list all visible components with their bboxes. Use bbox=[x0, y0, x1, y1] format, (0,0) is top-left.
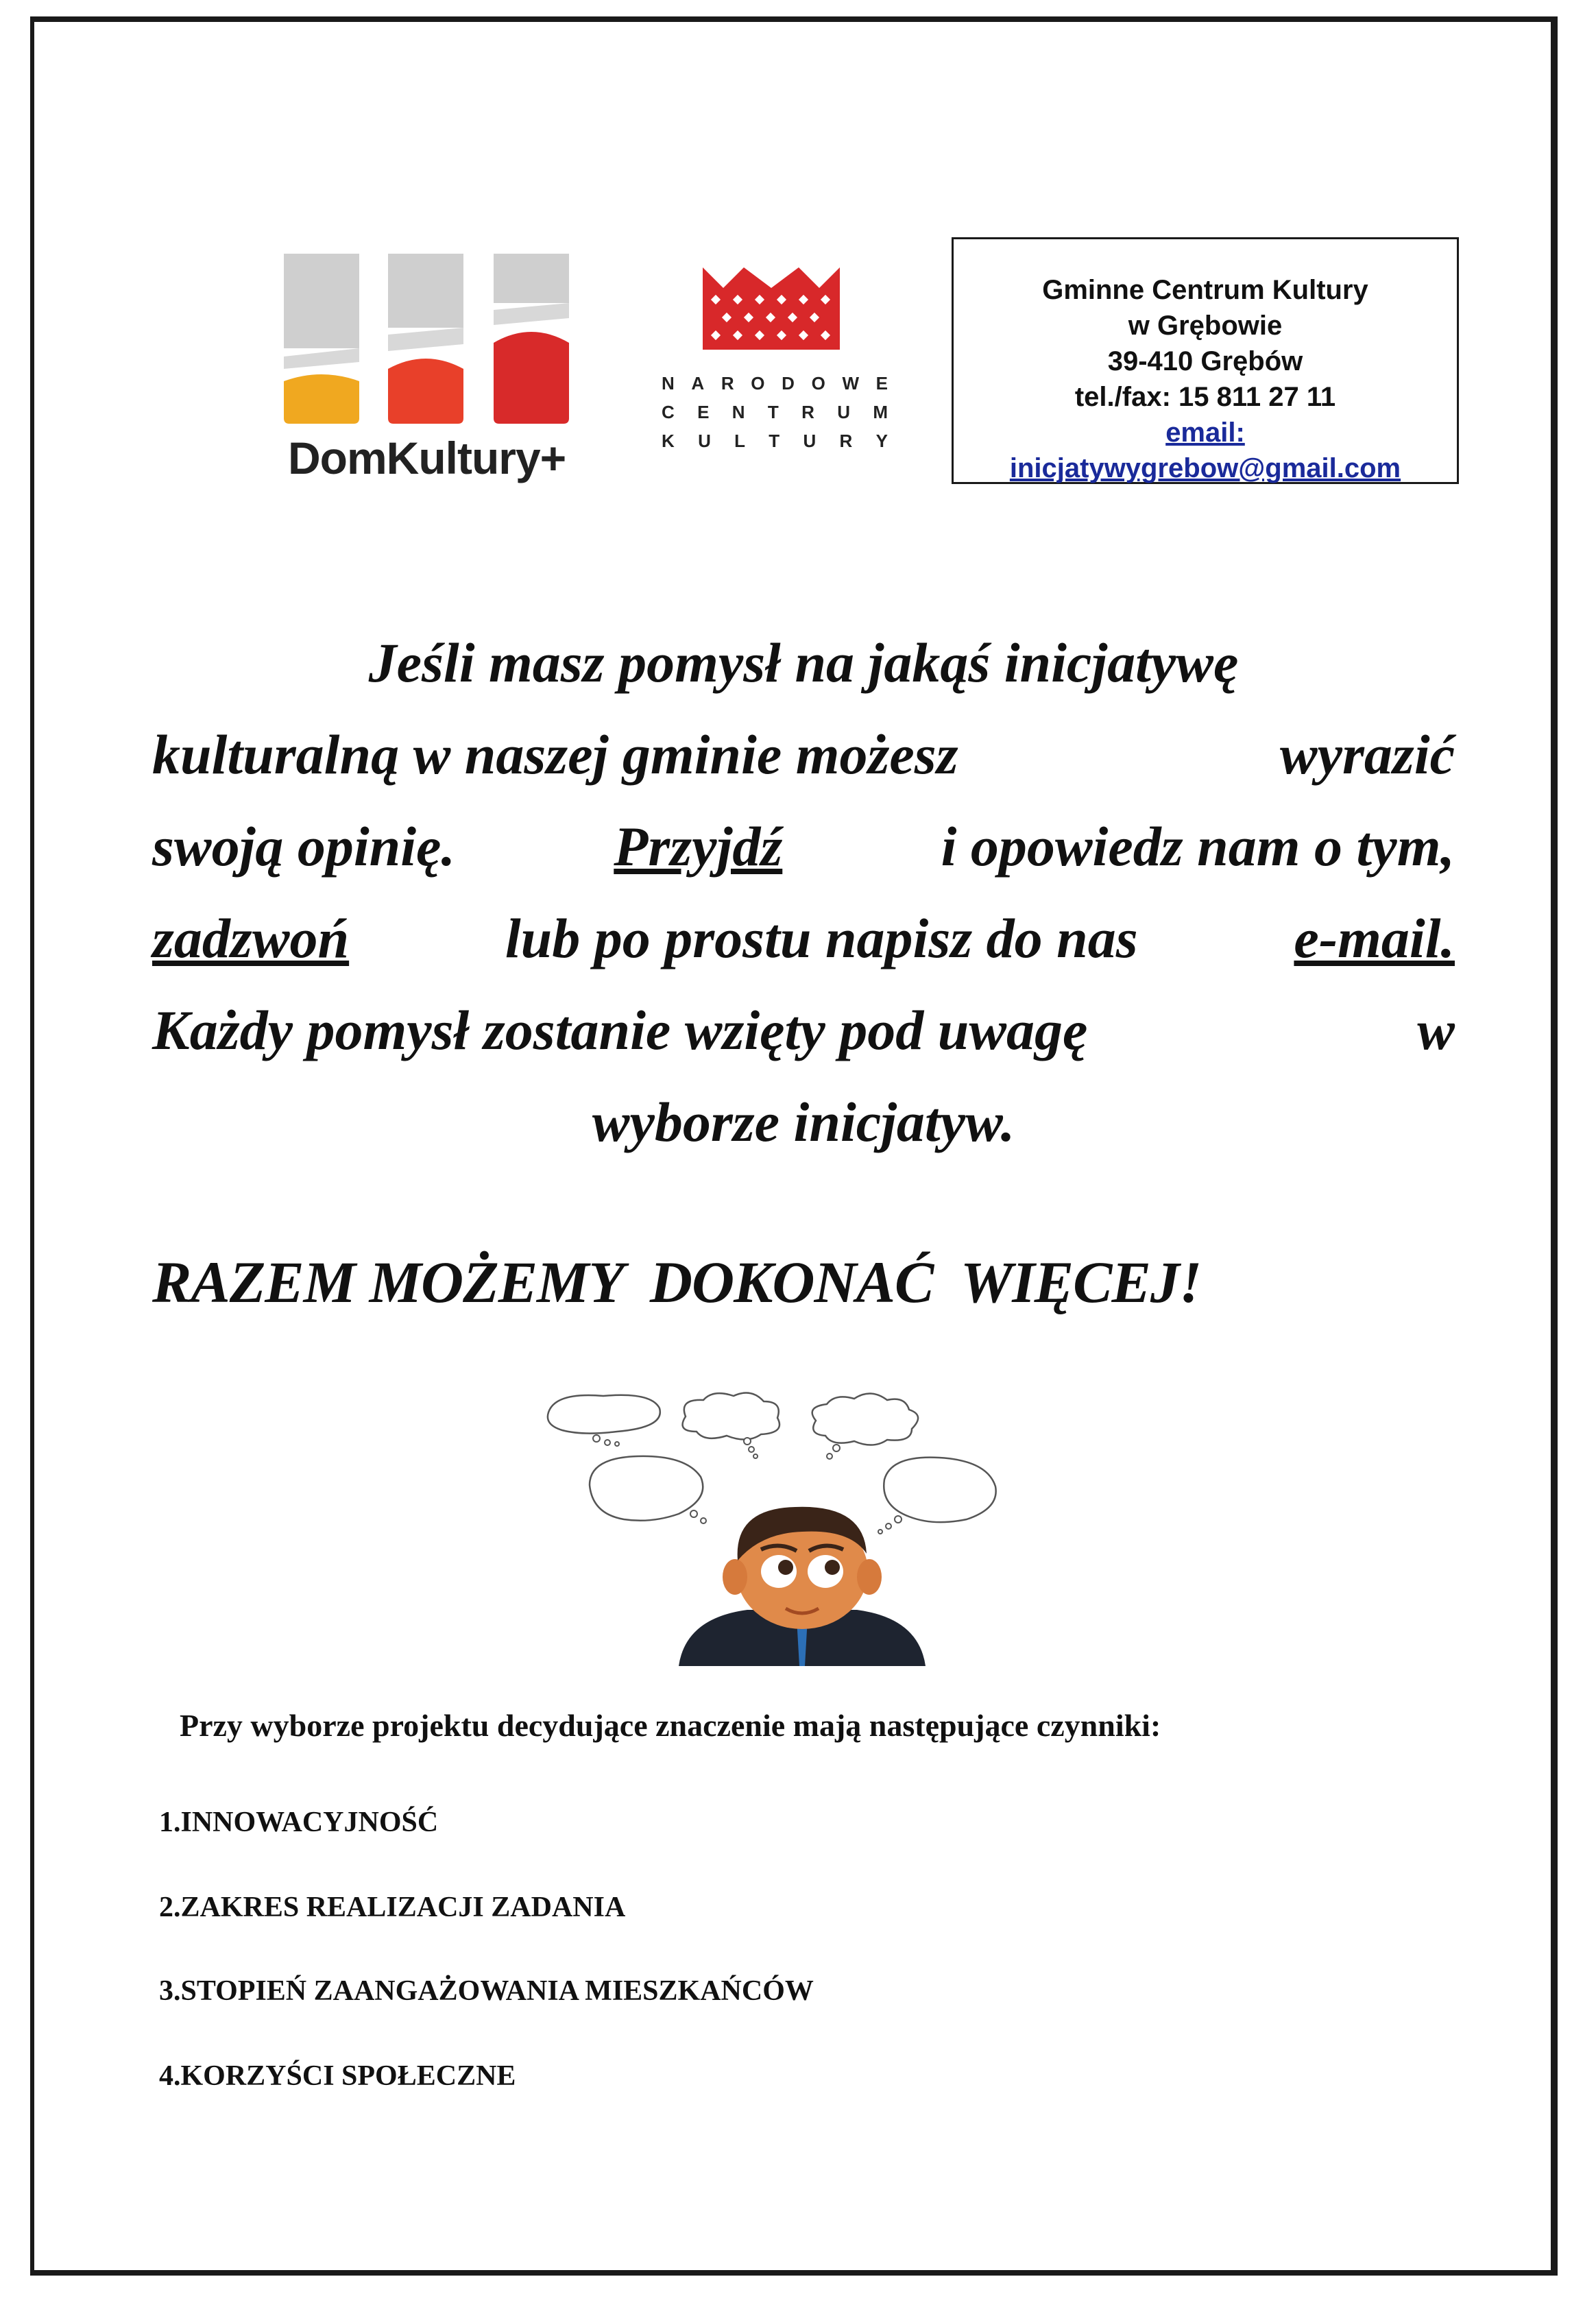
underlined-word-email: e-mail. bbox=[1294, 907, 1455, 969]
nck-logo-text bbox=[662, 369, 888, 455]
nck-letter: R bbox=[801, 402, 814, 422]
nck-line bbox=[662, 369, 888, 398]
main-line-4 bbox=[152, 893, 1455, 985]
main-line-6 bbox=[152, 1076, 1455, 1168]
main-line-5 bbox=[152, 985, 1455, 1076]
factor-item: 3.STOPIEŃ ZAANGAŻOWANIA MIESZKAŃCÓW bbox=[159, 1975, 814, 2007]
nck-letter: U bbox=[698, 431, 711, 451]
nck-letter: A bbox=[691, 373, 705, 394]
main-text-segment: Każdy pomysł zostanie wzięty pod uwagę bbox=[152, 999, 1088, 1061]
underlined-word-zadzwon: zadzwoń bbox=[152, 907, 350, 969]
contact-name: Gminne Centrum Kultury bbox=[1042, 275, 1368, 305]
nck-letter: Y bbox=[875, 431, 888, 451]
nck-letter: R bbox=[839, 431, 853, 451]
main-text-segment: lub po prostu napisz do nas bbox=[505, 907, 1138, 969]
nck-letter: K bbox=[662, 431, 675, 451]
nck-letter: W bbox=[842, 373, 859, 394]
factor-item: 1.INNOWACYJNOŚĆ bbox=[159, 1807, 439, 1838]
nck-letter: D bbox=[782, 373, 795, 394]
nck-letter: T bbox=[769, 431, 780, 451]
nck-letter: U bbox=[803, 431, 817, 451]
nck-letter: N bbox=[662, 373, 675, 394]
contact-email-label: email: bbox=[1165, 418, 1245, 448]
nck-line bbox=[662, 398, 888, 426]
factor-item: 2.ZAKRES REALIZACJI ZADANIA bbox=[159, 1892, 626, 1923]
nck-letter: E bbox=[697, 402, 710, 422]
nck-letter: C bbox=[662, 402, 675, 422]
nck-letter: O bbox=[751, 373, 765, 394]
nck-letter: N bbox=[732, 402, 745, 422]
nck-letter: L bbox=[734, 431, 746, 451]
contact-box bbox=[952, 237, 1459, 484]
main-paragraph bbox=[152, 617, 1455, 1168]
main-text-segment: w bbox=[1417, 999, 1455, 1061]
thinking-boy-illustration-icon bbox=[542, 1392, 1063, 1666]
contact-address: 39-410 Grębów bbox=[1107, 346, 1303, 376]
nck-letter: T bbox=[767, 402, 779, 422]
main-text-segment: wyborze inicjatyw. bbox=[592, 1091, 1015, 1153]
nck-letter: M bbox=[873, 402, 888, 422]
main-text-segment: kulturalną w naszej gminie możesz bbox=[152, 723, 958, 786]
main-text-segment: swoją opinię. bbox=[152, 815, 455, 878]
contact-phone: tel./fax: 15 811 27 11 bbox=[1074, 382, 1336, 412]
factor-item: 4.KORZYŚCI SPOŁECZNE bbox=[159, 2060, 516, 2092]
nck-crown-logo-icon bbox=[696, 261, 847, 357]
slogan: RAZEM MOŻEMY DOKONAĆ WIĘCEJ! bbox=[152, 1249, 1202, 1315]
contact-email-link[interactable]: inicjatywygrebow@gmail.com bbox=[1009, 453, 1401, 483]
factors-intro: Przy wyborze projektu decydujące znaczenie mają następujące czynniki: bbox=[180, 1708, 1161, 1743]
nck-letter: E bbox=[875, 373, 888, 394]
main-text-segment: wyrazić bbox=[1279, 723, 1455, 786]
domkultury-logo-text: DomKultury+ bbox=[288, 433, 566, 483]
main-text-segment: i opowiedz nam o tym, bbox=[941, 815, 1455, 878]
contact-location: w Grębowie bbox=[1128, 311, 1283, 341]
nck-line bbox=[662, 426, 888, 455]
main-line-2 bbox=[152, 709, 1455, 801]
main-line-3 bbox=[152, 801, 1455, 893]
main-text-segment: Jeśli masz pomysł na jakąś inicjatywę bbox=[368, 631, 1239, 694]
nck-letter: R bbox=[721, 373, 734, 394]
underlined-word-przyjdz: Przyjdź bbox=[614, 815, 783, 878]
main-line-1 bbox=[152, 617, 1455, 709]
nck-letter: O bbox=[811, 373, 825, 394]
nck-letter: U bbox=[837, 402, 850, 422]
